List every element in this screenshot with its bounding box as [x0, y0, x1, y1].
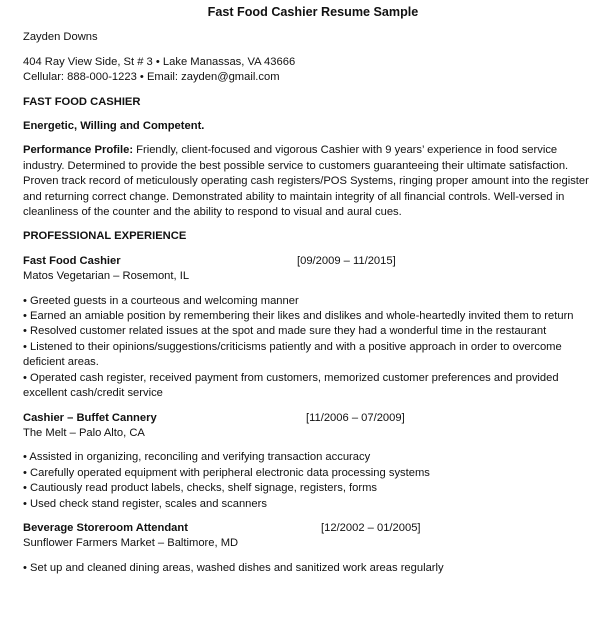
job-dates: [09/2009 – 11/2015] — [297, 254, 396, 267]
duty-item: • Set up and cleaned dining areas, washed dishes and sanitized work areas regularly — [23, 561, 444, 574]
candidate-name: Zayden Downs — [23, 31, 98, 44]
document-title: Fast Food Cashier Resume Sample — [207, 5, 419, 19]
duty-item: • Listened to their opinions/suggestions/criticisms patiently and with a positive approach in order to overcome deficient areas. — [23, 340, 562, 369]
job-entry — [23, 521, 593, 576]
performance-profile — [23, 143, 593, 220]
contact-line: Cellular: 888-000-1223 • Email: zayden@gmail.com — [23, 71, 280, 84]
job-title: Cashier – Buffet Cannery — [23, 411, 157, 424]
job-entry — [23, 411, 593, 512]
job-header — [23, 411, 593, 426]
job-header — [23, 521, 593, 536]
address-line: 404 Ray View Side, St # 3 • Lake Manassas, VA 43666 — [23, 55, 296, 68]
resume-document — [23, 5, 593, 576]
duty-item: • Greeted guests in a courteous and welcoming manner — [23, 294, 299, 307]
duty-item: • Carefully operated equipment with peripheral electronic data processing systems — [23, 466, 430, 479]
job-title: Fast Food Cashier — [23, 254, 121, 267]
profile-label: Performance Profile: — [23, 144, 134, 157]
job-entry — [23, 254, 593, 402]
job-employer: The Melt – Palo Alto, CA — [23, 426, 145, 439]
duty-item: • Resolved customer related issues at the spot and made sure they had a wonderful time in the restaurant — [23, 325, 547, 338]
duty-item: • Earned an amiable position by remembering their likes and dislikes and whole-heartedly invited them to return — [23, 310, 574, 323]
job-title: Beverage Storeroom Attendant — [23, 521, 188, 534]
tagline: Energetic, Willing and Competent. — [23, 120, 205, 133]
duty-item: • Used check stand register, scales and scanners — [23, 497, 267, 510]
job-header — [23, 254, 593, 269]
job-duties — [23, 561, 593, 576]
job-dates: [11/2006 – 07/2009] — [306, 411, 405, 424]
job-employer: Matos Vegetarian – Rosemont, IL — [23, 270, 190, 283]
job-duties — [23, 450, 593, 512]
duty-item: • Cautiously read product labels, checks, shelf signage, registers, forms — [23, 482, 378, 495]
job-dates: [12/2002 – 01/2005] — [321, 521, 421, 534]
duty-item: • Assisted in organizing, reconciling and verifying transaction accuracy — [23, 451, 371, 464]
profile-text: Friendly, client-focused and vigorous Cashier with 9 years’ experience in food service industry. Determined to provide the best possible service to customers guaranteeing their ultimate satisfaction. Proven track record of meticulously operating cash registers/POS Systems, ringing proper amount into the register and returning correct change. Demonstrated ability to maintain integrity of all financial controls. Well-versed in cleanliness of the counter and the ability to respond to visual and aural cues. — [23, 144, 589, 219]
job-duties — [23, 294, 593, 402]
experience-heading: PROFESSIONAL EXPERIENCE — [23, 230, 187, 243]
duty-item: • Operated cash register, received payment from customers, memorized customer preferences and provided excellent cash/credit service — [23, 371, 559, 400]
job-employer: Sunflower Farmers Market – Baltimore, MD — [23, 537, 239, 550]
position-heading: FAST FOOD CASHIER — [23, 95, 141, 108]
